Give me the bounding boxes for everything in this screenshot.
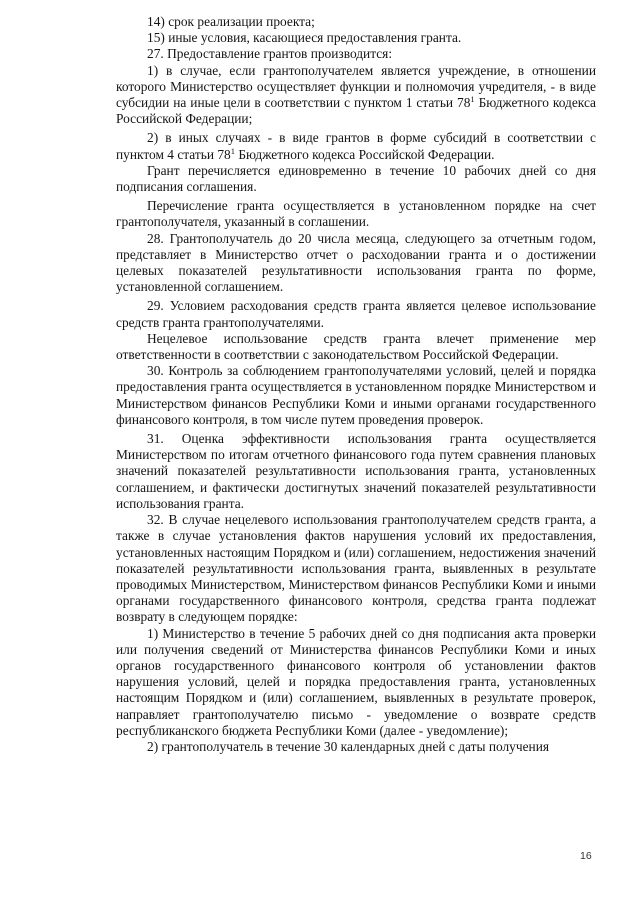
clause-32-item-2: 2) грантополучатель в течение 30 календарных дней с даты получения [147,738,550,754]
clause-31: 31. Оценка эффективности использования гранта осуществляется Министерством по итогам отчетного финансового года путем сравнения плановых значений показателей результативности использования гранта, установленных соглашением, и фактически достигнутых значений показателей результативности использования гранта. [116,431,596,511]
list-item-15: 15) иные условия, касающиеся предоставления гранта. [147,30,462,46]
paragraph-transfer-term: Грант перечисляется единовременно в течение 10 рабочих дней со дня подписания соглашения. [116,162,596,195]
clause-27-item-1: 1) в случае, если грантополучателем является учреждение, в отношении которого Министерство осуществляет функции и полномочия учредителя, - в виде субсидии на иные цели в соответствии с пунктом 1 статьи $78^1$ Бюджетного кодекса Российской Федерации; [116,62,596,127]
page-number: 16 [580,850,592,862]
clause-32-item-1: 1) Министерство в течение 5 рабочих дней со дня подписания акта проверки или получения сведений от Министерства финансов Республики Коми и иных органов государственного финансового контроля об установлении фактов нарушения условий, целей и порядка предоставления гранта, установленных настоящим Порядком и (или) соглашением, выявленных в результате проверок, направляет грантополучателю письмо - уведомление о возврате средств республиканского бюджета Республики Коми (далее - уведомление); [116,625,596,738]
document-body [116,14,596,755]
superscript-mark: 1 [470,94,475,105]
superscript-mark: 1 [230,145,236,156]
paragraph-transfer-account: Перечисление гранта осуществляется в установленном порядке на счет грантополучателя, указанный в соглашении. [116,198,596,230]
clause-27-item-2: 2) в иных случаях - в виде грантов в форме субсидий в соответствии с пунктом 4 статьи $78^1$ Бюджетного кодекса Российской Федерации. [116,130,596,162]
clause-32: 32. В случае нецелевого использования грантополучателем средств гранта, а также в случае установления фактов нарушения условий их предоставления, установленных настоящим Порядком и (или) соглашением, недостижения значений показателей результативности использования гранта, выявленных в результате проводимых Министерством, Министерством финансов Республики Коми и иными органами государственного финансового контроля, средства гранта подлежат возврату в следующем порядке: [116,512,596,625]
clause-27: 27. Предоставление грантов производится: [147,46,393,62]
list-item-14: 14) срок реализации проекта; [147,14,315,29]
clause-30: 30. Контроль за соблюдением грантополучателями условий, целей и порядка предоставления гранта осуществляется в установленном порядке Министерством и Министерством финансов Республики Коми и иными органами государственного финансового контроля, в том числе путем проведения проверок. [116,363,596,427]
clause-29: 29. Условием расходования средств гранта является целевое использование средств гранта грантополучателями. [116,298,596,330]
clause-28: 28. Грантополучатель до 20 числа месяца, следующего за отчетным годом, представляет в Министерство отчет о расходовании гранта и о достижении целевых показателей результативности использования гранта по форме, установленной соглашением. [116,230,596,295]
paragraph-misuse: Нецелевое использование средств гранта влечет применение мер ответственности в соответствии с законодательством Российской Федерации. [116,330,596,363]
